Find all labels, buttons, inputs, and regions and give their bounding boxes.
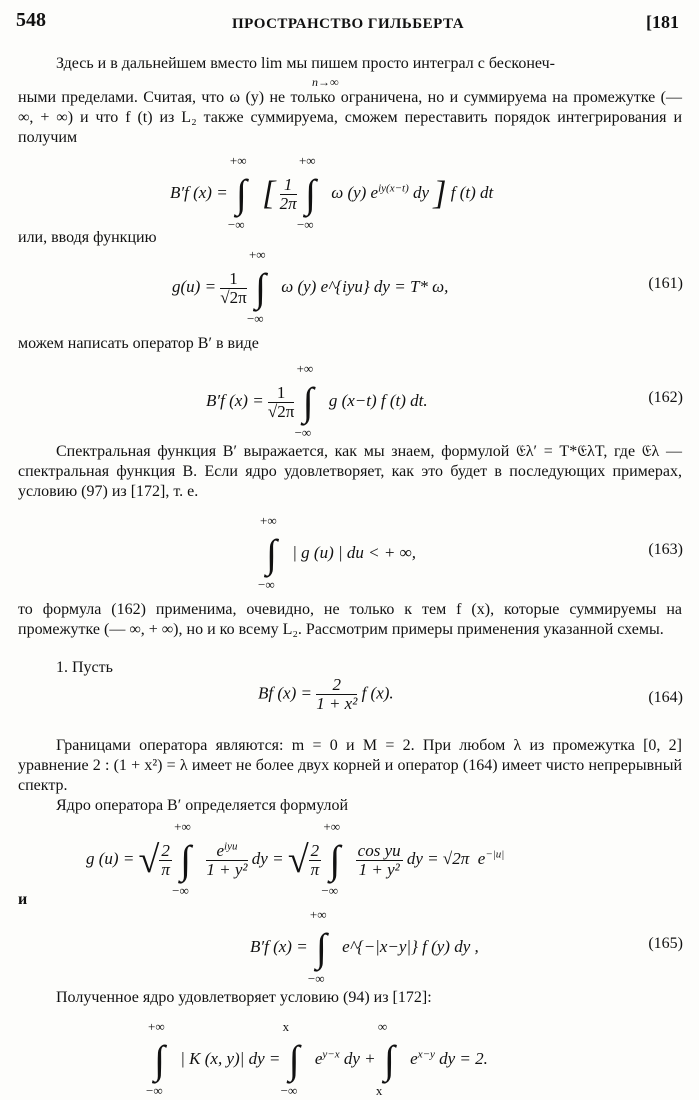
eq164-lhs: Bf (x) = — [258, 683, 312, 703]
section-number: [181 — [646, 12, 679, 32]
eq162-number: (162) — [648, 389, 683, 406]
lim-subscript: n→∞ — [312, 75, 339, 89]
eq165-rhs: e^{−|x−y|} f (y) dy , — [342, 936, 479, 956]
text-operator-form: можем написать оператор B′ в виде — [18, 335, 259, 352]
eq161-number: (161) — [648, 275, 683, 292]
eq164-number: (164) — [648, 689, 683, 706]
equation-164: Bf (x) = $\frac{2}{\text{1 + x²}}$ f (x). (164) — [258, 675, 683, 713]
equation-165: B′f (x) = +∞ ∫ −∞ e^{−|x−y|} f (y) dy , (165) — [250, 907, 683, 986]
eq163-rhs: | g (u) | du < + ∞, — [292, 542, 416, 562]
equation-bprime-double-integral-text: B′f (x) = +∞ ∫ −∞ [ $\frac{1}{2\pi}$ +∞ ∫ −∞ ω (y) $e^{iy(x-t)}$ dy ] f (t) dt — [170, 153, 494, 232]
eq161-lhs: g(u) = — [172, 276, 217, 296]
eq164-rhs: f (x). — [361, 683, 394, 703]
text-and: и — [18, 891, 28, 908]
paragraph-bounds: Границами оператора являются: m = 0 и M = 2. При любом λ из промежутка [0, 2] уравнение 2 : (1 + x²) = λ имеет не более двух корней и оператор (164) имеет чисто непрерывный спектр. — [18, 737, 682, 794]
page-header — [0, 10, 699, 34]
page-number: 548 — [16, 9, 46, 31]
equation-163: +∞ ∫ −∞ | g (u) | du < + ∞, (163) — [258, 513, 683, 592]
eq161-rhs: ω (y) e^{iyu} dy = T* ω, — [281, 276, 449, 296]
text-or-introducing: или, вводя функцию — [18, 229, 157, 246]
paragraph-spectral: Спектральная функция B′ выражается, как мы знаем, формулой 𝔈λ′ = T*𝔈λT, где 𝔈λ — спектральная функция B. Если ядро удовлетворяет, как это будет в последующих примерах, условию (97) из [172], т. е. — [18, 443, 682, 500]
paragraph-kernel-def: Ядро оператора B′ определяется формулой — [56, 797, 349, 814]
running-title: ПРОСТРАНСТВО ГИЛЬБЕРТА — [232, 16, 465, 32]
eq162-rhs: g (x−t) f (t) dt. — [328, 390, 428, 410]
paragraph-intro-line1-text: Здесь и в дальнейшем вместо lim мы пишем просто интеграл с бесконеч- — [56, 55, 555, 72]
equation-final-bound: +∞ ∫ −∞ | K (x, y)| dy = x ∫ −∞ $e^{y-x}$ dy + ∞ ∫ x $e^{x-y}$ dy = 2. — [146, 1019, 488, 1098]
equation-kernel: g (u) = √ $\frac{2}{\pi}$ +∞ ∫ −∞ $e^{iyu}$ 1 + y² dy = √ $\frac{2}{\pi}$ +∞ ∫ −∞ $\frac{\text{cos yu}}{\text{1 + y²}}$ dy = √2π $e^{-|u|}$ — [86, 819, 505, 898]
equation-162: B′f (x) = $\frac{1}{√2\pi}$ +∞ ∫ −∞ g (x−t) f (t) dt. (162) — [206, 361, 683, 440]
paragraph-intro-line1 — [18, 54, 682, 74]
paragraph-formula-applicable: то формула (162) применима, очевидно, не только к тем f (x), которые суммируемы на промежутке (— ∞, + ∞), но и ко всему L₂. Рассмотрим примеры применения указанной схемы. — [18, 601, 682, 638]
paragraph-intro-rest: ными пределами. Считая, что ω (y) не только ограничена, но и суммируема на промежутке (— ∞, + ∞) и что f (t) из L₂ также суммируема, сможем переставить порядок интегрирования и получим — [18, 89, 682, 146]
eq165-number: (165) — [648, 935, 683, 952]
equation-bprime-double-integral — [0, 153, 699, 232]
item-1-let: 1. Пусть — [56, 659, 113, 676]
equation-161: g(u) = $\frac{1}{√2\pi}$ +∞ ∫ −∞ ω (y) e^{iyu} dy = T* ω, (161) — [172, 247, 683, 326]
eq163-number: (163) — [648, 541, 683, 558]
eq162-lhs: B′f (x) = — [206, 390, 264, 410]
paragraph-kernel-condition: Полученное ядро удовлетворяет условию (94) из [172]: — [56, 989, 432, 1006]
eq165-lhs: B′f (x) = — [250, 936, 308, 956]
